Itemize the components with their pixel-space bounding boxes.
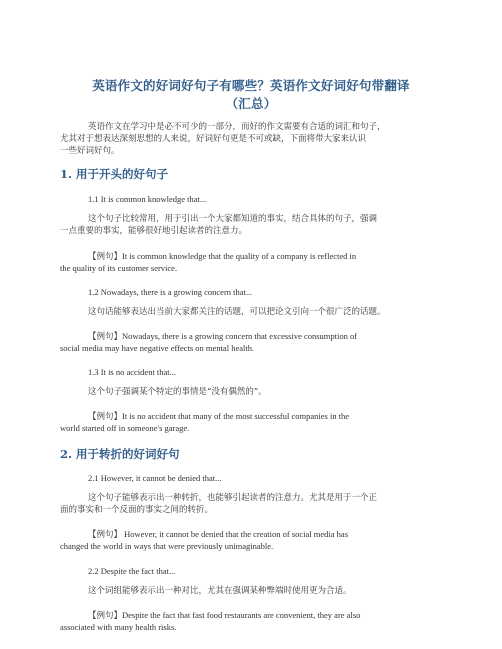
example-line: 【例句】Nowadays, there is a growing concern that excessive consumption of <box>88 331 358 341</box>
example-line: 【例句】Despite the fact that fast food restaurants are convenient, they are also <box>88 610 361 620</box>
description-1-2 <box>60 306 462 318</box>
example-1-2 <box>60 330 462 354</box>
intro-line-3: 一些好词好句。 <box>60 146 120 156</box>
subheading-1-3: 1.3 It is no accident that... <box>88 367 177 377</box>
description-line: 一点重要的事实，能够很好地引起读者的注意力。 <box>60 226 248 236</box>
description-1-1 <box>60 213 462 237</box>
description-line: 这句话能够表达出当前大家都关注的话题，可以把论文引向一个很广泛的话题。 <box>88 307 386 317</box>
example-line: 【例句】 However, it cannot be denied that the creation of social media has <box>88 529 349 539</box>
title-line-2: （汇总） <box>225 96 277 111</box>
example-line: the quality of its customer service. <box>60 263 178 273</box>
description-2-2 <box>60 585 462 597</box>
description-line: 这个句子强调某个特定的事情是“没有偶然的”。 <box>88 387 267 397</box>
description-line: 这个词组能够表示出一种对比，尤其在强调某种弊端时使用更为合适。 <box>88 586 352 596</box>
description-line: 这个句子能够表示出一种转折，也能够引起读者的注意力。尤其是用于一个正 <box>88 493 378 503</box>
example-1-1 <box>60 250 462 274</box>
subheading-1-2: 1.2 Nowadays, there is a growing concern that... <box>88 287 253 297</box>
example-line: social media may have negative effects on mental health. <box>60 343 255 353</box>
example-line: 【例句】It is common knowledge that the quality of a company is reflected in <box>88 251 357 261</box>
intro-line-2: 尤其对于想表达深刻思想的人来说，好词好句更是不可或缺，下面将带大家来认识 <box>60 134 367 144</box>
section-heading-1: 1. 用于开头的好句子 <box>60 167 169 181</box>
intro-paragraph <box>60 121 462 157</box>
example-line: 【例句】It is no accident that many of the most successful companies in the <box>88 411 350 421</box>
subheading-2-1: 2.1 However, it cannot be denied that... <box>88 473 222 483</box>
description-2-1 <box>60 492 462 516</box>
example-2-2 <box>60 609 462 633</box>
example-line: changed the world in ways that were previously unimaginable. <box>60 541 274 551</box>
description-line: 这个句子比较常用，用于引出一个大家都知道的事实，结合具体的句子，强调 <box>88 214 378 224</box>
document-title <box>40 77 462 113</box>
intro-line-1: 英语作文在学习中是必不可少的一部分，而好的作文需要有合适的词汇和句子， <box>88 122 386 132</box>
example-1-3 <box>60 410 462 434</box>
description-line: 面的事实和一个反面的事实之间的转折。 <box>60 505 214 515</box>
example-2-1 <box>60 528 462 552</box>
subheading-1-1: 1.1 It is common knowledge that... <box>88 194 207 204</box>
section-heading-2: 2. 用于转折的好词好句 <box>60 447 180 461</box>
description-1-3 <box>60 386 462 398</box>
title-line-1: 英语作文的好词好句子有哪些？英语作文好词好句带翻译 <box>92 78 410 93</box>
subheading-2-2: 2.2 Despite the fact that... <box>88 566 176 576</box>
example-line: world started off in someone's garage. <box>60 423 190 433</box>
example-line: associated with many health risks. <box>60 622 177 632</box>
